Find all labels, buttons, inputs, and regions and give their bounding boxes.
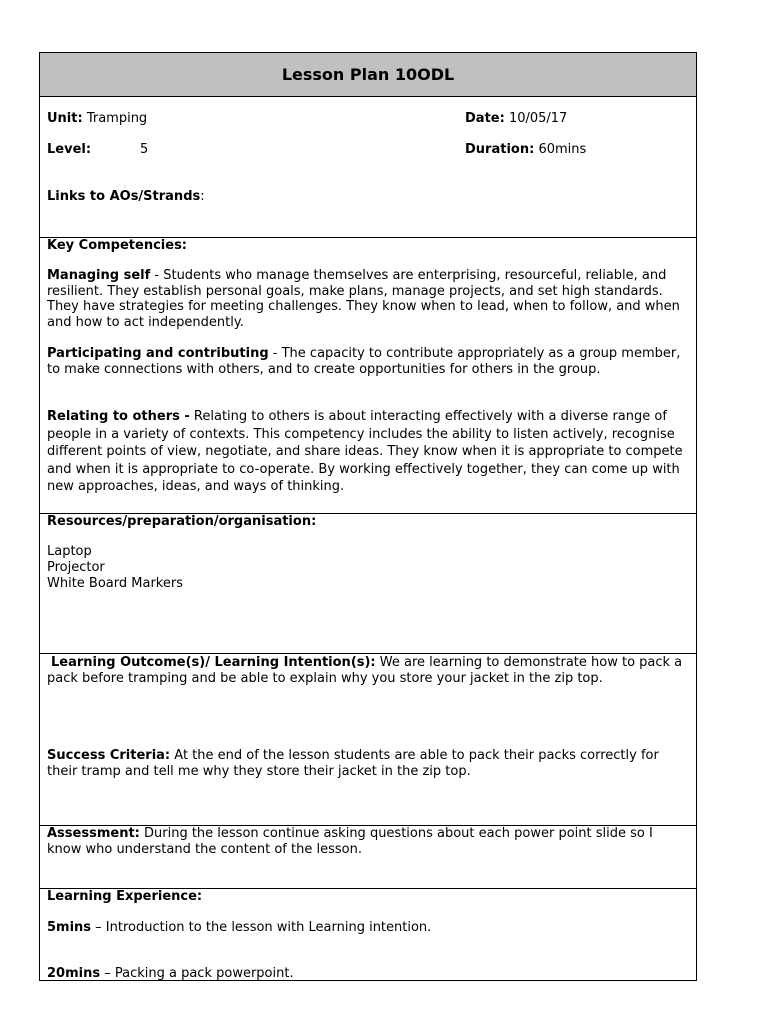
duration-label: Duration: — [465, 142, 535, 157]
key-competencies-section — [40, 237, 696, 514]
level-label: Level: — [47, 142, 92, 157]
date-row — [465, 111, 567, 127]
links-label: Links to AOs/Strands — [47, 189, 201, 204]
date-label: Date: — [465, 111, 505, 126]
document-header — [40, 53, 696, 96]
relating-label: Relating to others - — [47, 409, 190, 424]
duration-row — [465, 142, 586, 158]
learning-outcome-text: We are learning to demonstrate how to pack a pack before tramping and be able to explain why you store your jacket in the zip top. — [47, 655, 683, 686]
relating-text: Relating to others is about interacting effectively with a diverse range of people in a variety of contexts. This competency includes the ability to listen actively, recognise different points of view, negotiate, and share ideas. They know when it is appropriate to compete and when it is appropriate to co-operate. By working effectively together, they can come up with new approaches, ideas, and ways of thinking. — [47, 409, 683, 495]
links-row — [47, 189, 205, 205]
resources-heading: Resources/preparation/organisation: — [47, 514, 317, 529]
level-value: 5 — [140, 142, 149, 157]
resource-item: White Board Markers — [47, 576, 183, 591]
info-section — [40, 96, 696, 238]
participating-text: - The capacity to contribute appropriately as a group member, to make connections with others, and to create opportunities for others in the group. — [47, 346, 681, 377]
resources-section — [40, 513, 696, 654]
item-time: 5mins — [47, 920, 92, 935]
item-text: – Introduction to the lesson with Learning intention. — [91, 920, 432, 935]
learning-outcome-section — [40, 653, 696, 826]
learning-experience-section — [40, 888, 696, 981]
learning-experience-item — [47, 920, 431, 936]
managing-self-text: - Students who manage themselves are enterprising, resourceful, reliable, and resilient. They establish personal goals, make plans, manage projects, and set high standards. They have strategies for meeting challenges. They know when to lead, when to follow, and when and how to act independently. — [47, 268, 680, 330]
resource-item: Projector — [47, 560, 105, 575]
unit-label: Unit: — [47, 111, 83, 126]
success-criteria-label: Success Criteria: — [47, 748, 171, 763]
managing-self-label: Managing self — [47, 268, 151, 283]
resource-item: Laptop — [47, 544, 92, 559]
unit-value: Tramping — [86, 111, 148, 126]
learning-experience-item — [47, 966, 294, 982]
assessment-paragraph — [47, 826, 691, 857]
item-text: – Packing a pack powerpoint. — [100, 966, 294, 981]
success-criteria-paragraph — [47, 748, 691, 779]
unit-row — [47, 111, 147, 127]
assessment-text: During the lesson continue asking questions about each power point slide so I know who understand the content of the lesson. — [47, 826, 653, 857]
participating-label: Participating and contributing — [47, 346, 269, 361]
assessment-label: Assessment: — [47, 826, 140, 841]
item-time: 20mins — [47, 966, 101, 981]
learning-experience-heading: Learning Experience: — [47, 889, 203, 904]
assessment-section — [40, 825, 696, 889]
links-suffix: : — [200, 189, 205, 204]
learning-outcome-label: Learning Outcome(s)/ Learning Intention(s): — [51, 655, 376, 670]
learning-outcome-paragraph — [47, 655, 691, 686]
duration-value: 60mins — [538, 142, 587, 157]
success-criteria-text: At the end of the lesson students are able to pack their packs correctly for their tramp and tell me why they store their jacket in the zip top. — [47, 748, 659, 779]
lesson-plan-document — [39, 52, 697, 981]
date-value: 10/05/17 — [508, 111, 568, 126]
managing-self-paragraph — [47, 268, 691, 330]
relating-paragraph — [47, 408, 691, 496]
participating-paragraph — [47, 346, 691, 377]
key-competencies-heading: Key Competencies: — [47, 238, 188, 253]
document-title: Lesson Plan 10ODL — [281, 65, 455, 84]
